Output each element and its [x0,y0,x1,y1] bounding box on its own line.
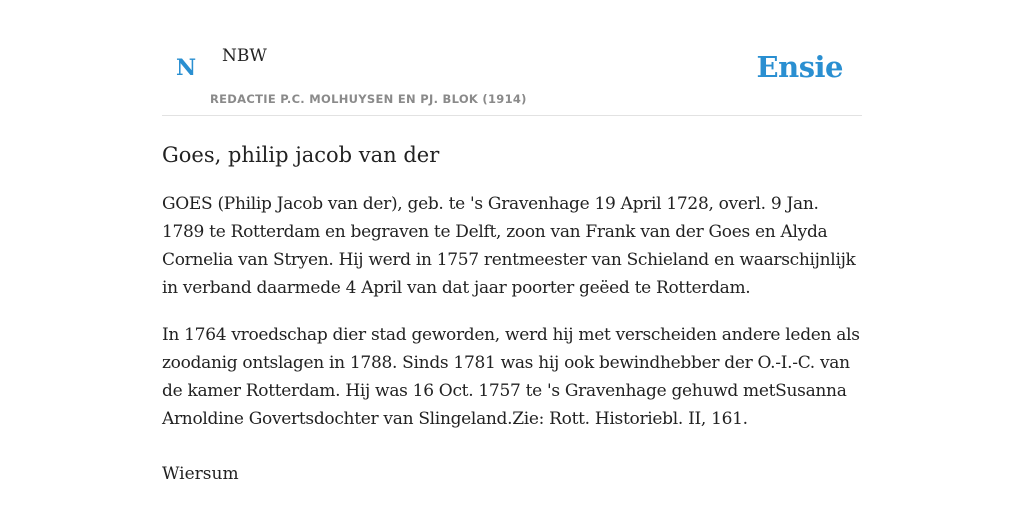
article-author: Wiersum [162,464,239,484]
source-logo[interactable]: N [176,55,197,81]
article-paragraph-2: In 1764 vroedschap dier stad geworden, werd hij met verscheiden andere leden als zoodanig ontslagen in 1788. Sinds 1781 was hij ook bewindhebber der O.-I.-C. van de kamer Rotterdam. Hij was 16 Oct. 1757 te 's Gravenhage gehuwd metSusanna Arnoldine Govertsdochter van Slingeland.Zie: Rott. Historiebl. II, 161. [162,325,860,429]
site-header [162,0,862,116]
source-name-link[interactable]: NBW [222,46,267,66]
article-body [162,140,862,488]
article-paragraph-1: GOES (Philip Jacob van der), geb. te 's Gravenhage 19 April 1728, overl. 9 Jan. 1789 te Rotterdam en begraven te Delft, zoon van Frank van der Goes en Alyda Cornelia van Stryen. Hij werd in 1757 rentmeester van Schieland en waarschijnlijk in verband daarmede 4 April van dat jaar poorter geëed te Rotterdam. [162,194,856,298]
source-editors: REDACTIE P.C. MOLHUYSEN EN PJ. BLOK (1914) [210,92,527,106]
brand-logo-link[interactable]: Ensie [756,50,843,84]
article-title: Goes, philip jacob van der [162,143,440,167]
